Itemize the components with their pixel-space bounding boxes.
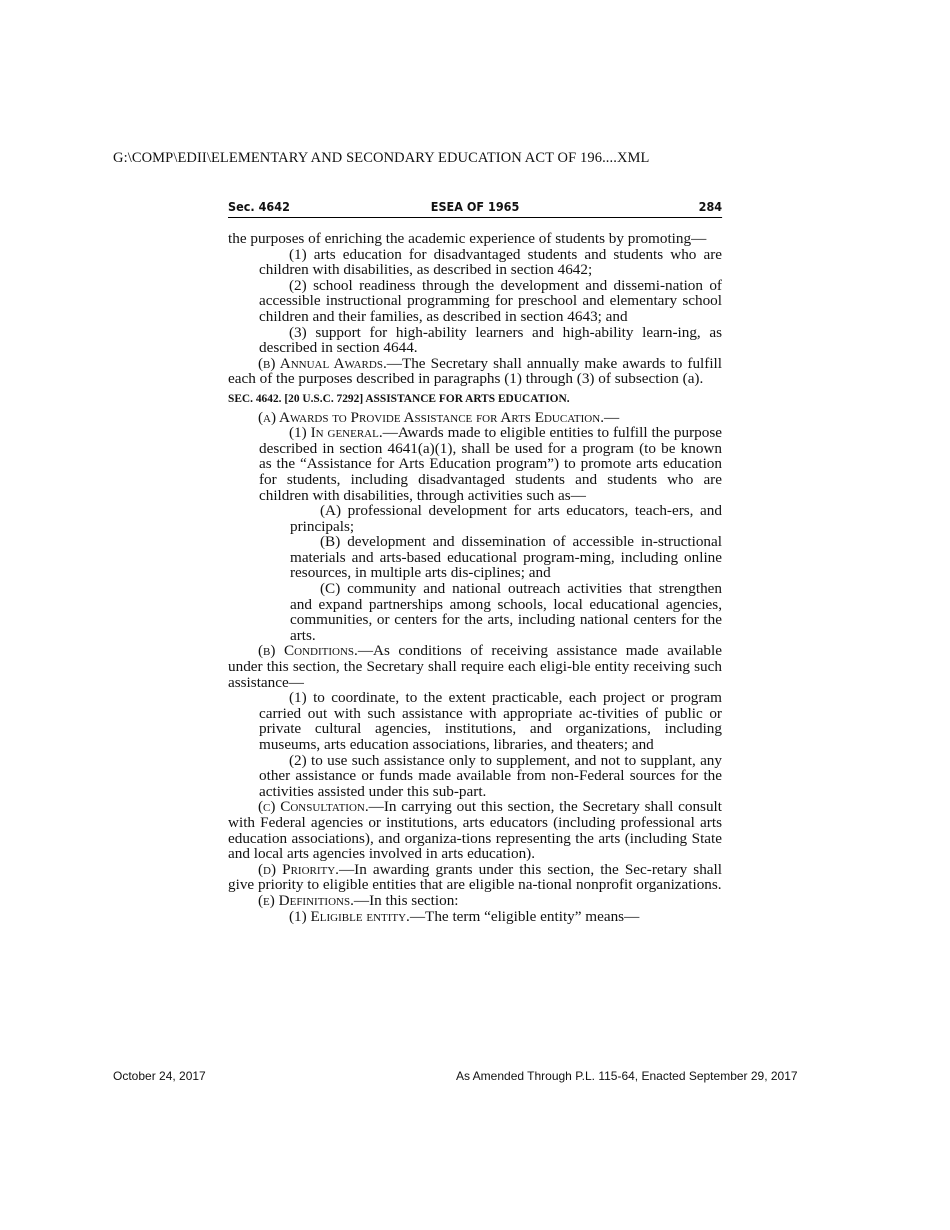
text-eligible-entity: —The term “eligible entity” means— bbox=[409, 907, 640, 925]
paragraph-eligible-entity bbox=[228, 909, 722, 925]
heading-consultation: (c) Consultation. bbox=[258, 798, 369, 816]
text-priority: —In awarding grants under this section, the Sec-retary shall give priority to eligible entities that are eligible na-tional nonprofit organizations. bbox=[228, 860, 722, 894]
paragraph-purpose-2: (2) school readiness through the development and dissemi-nation of accessible instructional programming for preschool and elementary school children and their families, as described in section 4643; and bbox=[259, 276, 722, 325]
heading-awards-assistance: (a) Awards to Provide Assistance for Arts Education. bbox=[258, 408, 604, 426]
running-head-section: Sec. 4642 bbox=[228, 199, 290, 214]
text-annual-awards: —The Secretary shall annually make awards to fulfill each of the purposes described in paragraphs (1) through (3) of subsection (a). bbox=[228, 354, 722, 388]
running-head-title: ESEA OF 1965 bbox=[430, 199, 520, 214]
heading-eligible-entity: (1) Eligible entity. bbox=[289, 907, 410, 925]
heading-in-general: (1) In general. bbox=[289, 424, 383, 442]
paragraph-purposes-intro: the purposes of enriching the academic experience of students by promoting— bbox=[228, 230, 707, 247]
running-head bbox=[228, 199, 722, 218]
heading-annual-awards: (b) Annual Awards. bbox=[258, 354, 387, 372]
heading-priority: (d) Priority. bbox=[258, 860, 339, 878]
section-heading: SEC. 4642. [20 U.S.C. 7292] ASSISTANCE FOR ARTS EDUCATION. bbox=[228, 392, 570, 405]
document-body bbox=[228, 231, 722, 924]
dash: — bbox=[604, 408, 620, 426]
paragraph-condition-1: (1) to coordinate, to the extent practicable, each project or program carried out with such assistance with appropriate ac-tivities of public or private cultural agencies, institutions, and organizations, including museums, arts education associations, libraries, and theaters; and bbox=[259, 689, 722, 753]
heading-definitions: (e) Definitions. bbox=[258, 891, 354, 909]
paragraph-purpose-1: (1) arts education for disadvantaged students and students who are children with disabilities, as described in section 4642; bbox=[259, 245, 722, 279]
paragraph-awards-assistance bbox=[228, 410, 722, 426]
paragraph-in-general bbox=[228, 425, 722, 503]
paragraph-consultation bbox=[228, 799, 722, 861]
text-consultation: —In carrying out this section, the Secretary shall consult with Federal agencies or institutions, arts educators (including professional arts education associations), and organiza-tions representing the arts (including State and local arts agencies involved in arts education). bbox=[228, 798, 722, 863]
heading-conditions: (b) Conditions. bbox=[258, 642, 358, 660]
paragraph-purpose-3: (3) support for high-ability learners and high-ability learn-ing, as described in section 4644. bbox=[259, 323, 722, 357]
text-conditions: —As conditions of receiving assistance made available under this section, the Secretary shall require each eligi-ble entity receiving such assistance— bbox=[228, 642, 722, 691]
paragraph-item-C: (C) community and national outreach activities that strengthen and expand partnerships among schools, local educational agencies, communities, or centers for the arts, including national centers for the arts. bbox=[290, 580, 722, 644]
paragraph-condition-2: (2) to use such assistance only to supplement, and not to supplant, any other assistance or funds made available from non-Federal sources for the activities assisted under this sub-part. bbox=[259, 751, 722, 800]
paragraph-item-A: (A) professional development for arts educators, teach-ers, and principals; bbox=[290, 502, 722, 535]
paragraph-item-B: (B) development and dissemination of accessible in-structional materials and arts-based educational program-ming, including online resources, in multiple arts dis-ciplines; and bbox=[290, 533, 722, 582]
page-number: 284 bbox=[698, 199, 723, 214]
text-in-general: —Awards made to eligible entities to fulfill the purpose described in section 4641(a)(1), shall be used for a program (to be known as the “Assistance for Arts Education program”) to promote arts education for students, including disadvantaged students and students who are children with disabilities, through activities such as— bbox=[259, 424, 722, 504]
footer-amended: As Amended Through P.L. 115-64, Enacted September 29, 2017 bbox=[456, 1069, 798, 1083]
file-path: G:\COMP\EDII\ELEMENTARY AND SECONDARY EDUCATION ACT OF 196....XML bbox=[113, 150, 650, 166]
footer-date: October 24, 2017 bbox=[113, 1069, 206, 1083]
paragraph-priority bbox=[228, 862, 722, 893]
text-definitions: —In this section: bbox=[353, 891, 459, 909]
paragraph-annual-awards bbox=[228, 356, 722, 387]
paragraph-definitions bbox=[228, 893, 722, 909]
paragraph-conditions bbox=[228, 643, 722, 690]
